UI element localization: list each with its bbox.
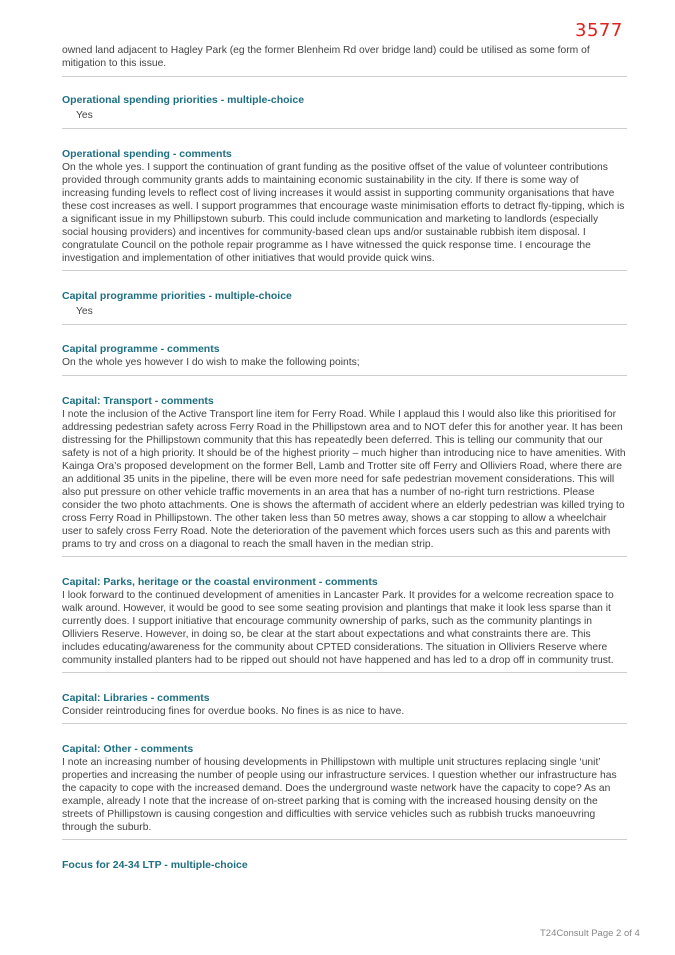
question-answer: Yes: [76, 306, 93, 317]
question-operational-comments: [62, 129, 627, 265]
question-answer: Consider reintroducing fines for overdue books. No fines is as nice to have.: [62, 706, 405, 717]
question-title: Operational spending - comments: [62, 148, 232, 160]
question-capital-other: [62, 724, 627, 834]
question-capital-priorities: [62, 271, 627, 318]
question-operational-priorities: [62, 77, 627, 122]
question-answer: Yes: [76, 110, 93, 121]
question-answer: I note an increasing number of housing developments in Phillipstown with multiple unit structures replacing single ‘unit’ properties and increasing the number of people using our infrastructure services. I question whether our infrastructure has the capacity to cope with the increased demand. Does the underground waste network have the capacity to cope? As an example, already I note that the increase of on-street parking that is coming with the increased housing density on the streets of Phillipstown is causing congestion and difficulties with service vehicles such as rubbish trucks manoeuvring through the suburb.: [62, 757, 617, 833]
question-title: Capital programme priorities - multiple-choice: [62, 290, 292, 302]
question-answer: On the whole yes. I support the continuation of grant funding as the positive offset of the value of volunteer contributions provided through community grants adds to maintaining economic sustainability in the city. If there is some way of increasing funding levels to reflect cost of living increases it would assist in supporting community organisations that have these cost increases as well. I support programmes that encourage waste minimisation efforts to detract fly-tipping, which is a significant issue in my Phillipstown suburb. This could include communication and marketing to landlords (especially social housing providers) and incentives for community-based clean ups and/or sustainable rubbish item disposal. I congratulate Council on the pothole repair programme as I have witnessed the quick response time. I encourage the investigation and implementation of other initiatives that would provide quick wins.: [62, 162, 625, 264]
question-title: Capital: Other - comments: [62, 743, 194, 755]
question-title: Capital: Parks, heritage or the coastal environment - comments: [62, 576, 378, 588]
question-focus-ltp: [62, 840, 627, 872]
question-answer: I look forward to the continued development of amenities in Lancaster Park. It provides for a welcome recreation space to walk around. However, it would be good to see some seating provision and plantings that make it look less sparse than it currently does. I support initiative that encourage community ownership of parks, such as the community plantings in Olliviers Reserve. However, in doing so, be clear at the start about expectations and what constraints there are. This includes educating/awareness for the community about CPTED considerations. The situation in Olliviers Reserve where community installed planters had to be ripped out should not have happened and has led to a drop off in community trust.: [62, 590, 614, 666]
question-title: Capital programme - comments: [62, 343, 220, 355]
question-answer: I note the inclusion of the Active Transport line item for Ferry Road. While I applaud this I would also like this prioritised for addressing pedestrian safety across Ferry Road in the Phillipstown area and to NOT defer this for another year. It has been distressing for the Phillipstown community that this has repeatedly been deferred. This is telling our community that our safety is not of a high priority. It should be of the highest priority – much higher than introducing nice to have amenities. With Kainga Ora’s proposed development on the former Bell, Lamb and Trotter site off Ferry and Olliviers Road, where there are an additional 35 units in the pipeline, there will be even more need for safe pedestrian movement considerations. This will also put pressure on other vehicle traffic movements in an area that has a number of no-right turn restrictions. Please consider the two photo attachments. One is shows the aftermath of accident where an elderly pedestrian was killed trying to cross Ferry Road in Phillipstown. The other taken less than 50 metres away, shows a car stopping to allow a wheelchair user to safely cross Ferry Road. Note the deterioration of the pavement which forces users such as this and parents with prams to try and cross on a diagonal to reach the small haven in the median strip.: [62, 409, 626, 550]
page-footer: T24Consult Page 2 of 4: [540, 928, 640, 939]
intro-paragraph: owned land adjacent to Hagley Park (eg the former Blenheim Rd over bridge land) could be utilised as some form of mitigation to this issue.: [62, 45, 590, 69]
question-answer: On the whole yes however I do wish to make the following points;: [62, 357, 360, 368]
submission-content: [62, 44, 627, 872]
question-capital-comments: [62, 325, 627, 369]
question-title: Capital: Libraries - comments: [62, 692, 210, 704]
question-title: Focus for 24-34 LTP - multiple-choice: [62, 859, 248, 871]
question-capital-libraries: [62, 673, 627, 718]
question-title: Capital: Transport - comments: [62, 395, 214, 407]
question-title: Operational spending priorities - multiple-choice: [62, 94, 305, 106]
question-capital-transport: [62, 376, 627, 551]
page-stamp-number: 3577: [575, 20, 623, 41]
question-capital-parks: [62, 557, 627, 667]
